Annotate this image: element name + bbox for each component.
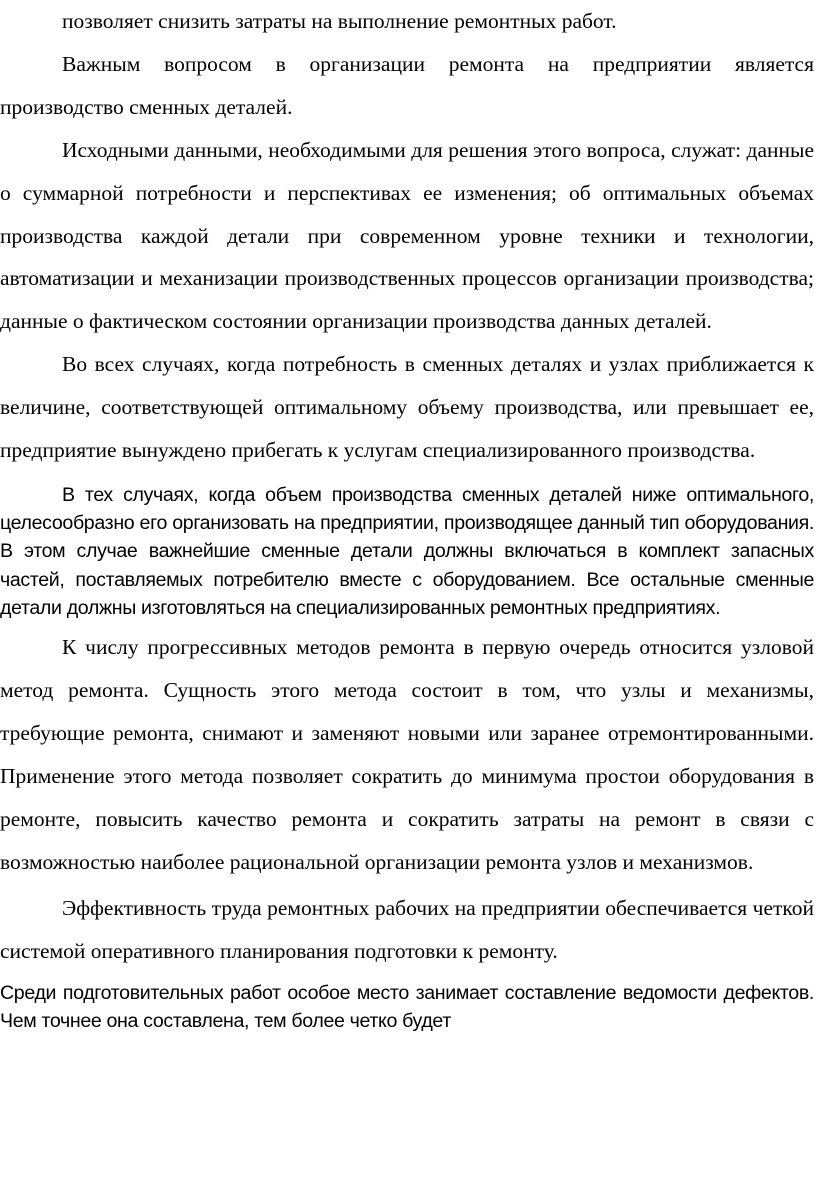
paragraph-continuation: позволяет снизить затраты на выполнение ремонтных работ. (62, 9, 617, 33)
paragraph-defect-statement: Среди подготовительных работ особое место занимает составление ведомости дефектов. Чем точнее она составлена, тем более четко будет (0, 982, 814, 1033)
paragraph-unit-repair-method: К числу прогрессивных методов ремонта в первую очередь относится узловой метод ремонта. Сущность этого метода состоит в том, что узлы и механизмы, требующие ремонта, снимают и заменяют новыми или заранее отремонтированными. Применение этого метода позволяет сократить до минимума простои оборудования в ремонте, повысить качество ремонта и сократить затраты на ремонт в связи с возможностью наиболее рациональной организации ремонта узлов и механизмов. (0, 634, 814, 874)
paragraph-specialized-production: Во всех случаях, когда потребность в сменных деталях и узлах приближается к величине, соответствующей оптимальному объему производства, или превышает ее, предприятие вынуждено прибегать к услугам специализированного производства. (0, 352, 814, 463)
paragraph-below-optimal-volume: В тех случаях, когда объем производства сменных деталей ниже оптимального, целесообразно его организовать на предприятии, производящее данный тип оборудования. В этом случае важнейшие сменные детали должны включаться в комплект запасных частей, поставляемых потребителю вместе с оборудованием. Все остальные сменные детали должны изготовляться на специализированных ремонтных предприятиях. (0, 483, 814, 619)
paragraph-spare-parts-production: Важным вопросом в организации ремонта на предприятии является производство сменных деталей. (0, 51, 814, 119)
paragraph-initial-data: Исходными данными, необходимыми для решения этого вопроса, служат: данные о суммарной потребности и перспективах ее изменения; об оптимальных объемах производства каждой детали при современном уровне техники и технологии, автоматизации и механизации производственных процессов организации производства; данные о фактическом состоянии организации производства данных деталей. (0, 137, 814, 334)
paragraph-work-efficiency: Эффективность труда ремонтных рабочих на предприятии обеспечивается четкой системой оперативного планирования подготовки к ремонту. (0, 896, 814, 964)
